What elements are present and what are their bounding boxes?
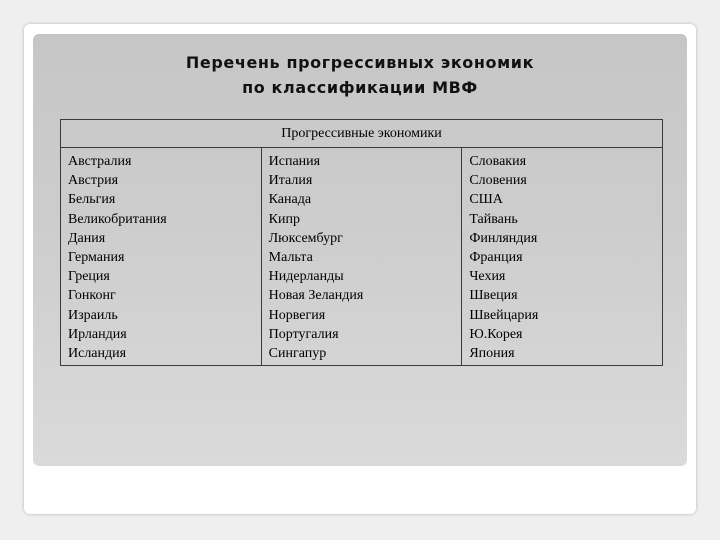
country-item: Австралия (68, 154, 132, 169)
country-item: Греция (68, 269, 110, 285)
country-item: Австрия (68, 173, 119, 189)
country-item: Мальта (268, 249, 313, 265)
country-item: Бельгия (68, 192, 116, 208)
country-item: Великобритания (68, 211, 167, 227)
country-item: Исландия (68, 345, 127, 361)
table-column-2 (261, 148, 462, 366)
table-row (61, 148, 663, 366)
table-column-3 (462, 148, 663, 366)
table-header: Прогрессивные экономики (61, 120, 663, 148)
country-item: Люксембург (268, 230, 343, 246)
country-item: Тайвань (469, 211, 518, 227)
country-item: Сингапур (268, 345, 327, 361)
country-item: Италия (268, 173, 313, 189)
slide-title-line-2: по классификации МВФ (242, 78, 478, 97)
country-item: Словения (469, 173, 527, 189)
country-item: Ирландия (68, 326, 127, 342)
table-header-row (61, 120, 663, 148)
country-item: США (469, 192, 503, 208)
country-list-3 (469, 152, 656, 363)
country-item: Швейцария (469, 307, 539, 323)
country-item: Словакия (469, 154, 527, 169)
country-item: Дания (68, 230, 106, 246)
country-item: Испания (268, 154, 321, 169)
country-item: Япония (469, 345, 515, 361)
country-item: Норвегия (268, 307, 326, 323)
advanced-economies-table (60, 119, 663, 366)
country-item: Финляндия (469, 230, 538, 246)
country-item: Франция (469, 249, 523, 265)
country-item: Швеция (469, 288, 518, 304)
country-item: Португалия (268, 326, 339, 342)
slide-title (33, 50, 687, 100)
country-item: Чехия (469, 269, 506, 285)
country-item: Германия (68, 249, 125, 265)
country-item: Нидерланды (268, 269, 344, 285)
slide-card (24, 24, 696, 514)
country-item: Канада (268, 192, 312, 208)
country-item: Израиль (68, 307, 118, 323)
slide-content-panel (33, 34, 687, 466)
slide-title-line-1: Перечень прогрессивных экономик (185, 53, 535, 72)
table-column-1 (61, 148, 262, 366)
country-item: Гонконг (68, 288, 116, 304)
country-list-2 (269, 152, 456, 363)
country-item: Ю.Корея (469, 326, 523, 342)
country-list-1 (68, 152, 255, 363)
country-item: Новая Зеландия (268, 288, 364, 304)
country-item: Кипр (268, 211, 300, 227)
